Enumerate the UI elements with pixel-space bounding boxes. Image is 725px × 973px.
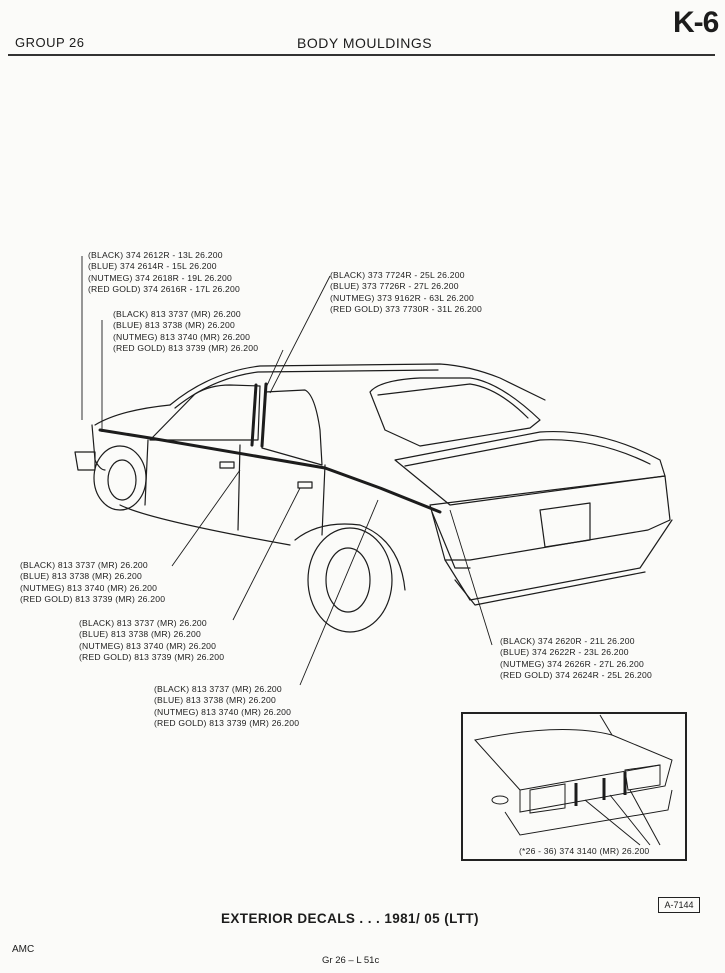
callout-line: (NUTMEG) 374 2626R - 27L 26.200	[500, 658, 644, 669]
inset-label: (*26 - 36) 374 3140 (MR) 26.200	[519, 846, 650, 856]
callout-line: (NUTMEG) 373 9162R - 63L 26.200	[330, 292, 474, 303]
rear-panel	[430, 476, 670, 560]
callout-line: (BLUE) 813 3738 (MR) 26.200	[20, 571, 142, 582]
trunk-lid	[395, 432, 665, 505]
body-stripe	[100, 430, 440, 512]
rocker-line	[120, 505, 290, 545]
callout-line: (BLACK) 374 2620R - 21L 26.200	[500, 636, 635, 646]
rear-wheel	[308, 528, 392, 632]
callout-line: (BLACK) 813 3737 (MR) 26.200	[20, 560, 148, 570]
callout-line: (BLACK) 813 3737 (MR) 26.200	[79, 618, 207, 628]
callout-line: (RED GOLD) 373 7730R - 31L 26.200	[330, 304, 482, 315]
callout-line: (BLUE) 374 2622R - 23L 26.200	[500, 647, 629, 658]
license-area	[540, 503, 590, 547]
callout-line: (BLUE) 373 7726R - 27L 26.200	[330, 281, 459, 292]
callout-rear-end	[500, 636, 652, 682]
callout-line: (RED GOLD) 813 3739 (MR) 26.200	[79, 652, 225, 663]
footer-brand: AMC	[12, 944, 35, 955]
callout-line: (RED GOLD) 374 2616R - 17L 26.200	[88, 284, 240, 295]
back-glass	[370, 378, 540, 446]
callout-line: (NUTMEG) 813 3740 (MR) 26.200	[113, 331, 251, 342]
callout-line: (NUTMEG) 813 3740 (MR) 26.200	[79, 640, 217, 651]
page-code: K-6	[673, 6, 719, 39]
callout-line: (NUTMEG) 813 3740 (MR) 26.200	[154, 706, 292, 717]
callout-line: (BLACK) 813 3737 (MR) 26.200	[113, 309, 241, 319]
callout-line: (NUTMEG) 374 2618R - 19L 26.200	[88, 272, 232, 283]
callout-quarter-panel	[154, 684, 299, 730]
callout-line: (RED GOLD) 813 3739 (MR) 26.200	[113, 343, 259, 354]
callout-line: (NUTMEG) 813 3740 (MR) 26.200	[20, 582, 158, 593]
footer-page-ref: Gr 26 – L 51c	[322, 955, 380, 966]
callout-pillar	[113, 309, 258, 355]
callout-line: (BLACK) 374 2612R - 13L 26.200	[88, 250, 223, 260]
front-window	[150, 385, 260, 440]
figure-caption: EXTERIOR DECALS . . . 1981/ 05 (LTT)	[221, 911, 479, 926]
callout-line: (BLUE) 813 3738 (MR) 26.200	[113, 320, 235, 331]
callout-line: (RED GOLD) 813 3739 (MR) 26.200	[154, 718, 300, 729]
front-bumper	[75, 452, 95, 470]
callout-front-door	[20, 560, 165, 606]
group-label: GROUP 26	[15, 35, 85, 50]
pillar-stripe-2	[262, 384, 266, 446]
callout-line: (BLUE) 813 3738 (MR) 26.200	[154, 695, 276, 706]
callout-line: (BLUE) 813 3738 (MR) 26.200	[79, 629, 201, 640]
callout-roof-quarter	[330, 270, 482, 316]
callout-front-fender	[88, 250, 240, 296]
roof-inner-line	[175, 370, 438, 408]
callout-line: (RED GOLD) 374 2624R - 25L 26.200	[500, 670, 652, 681]
callout-line: (BLACK) 373 7724R - 25L 26.200	[330, 270, 465, 280]
callout-rear-door	[79, 618, 224, 664]
callout-line: (RED GOLD) 813 3739 (MR) 26.200	[20, 594, 166, 605]
callout-line: (BLACK) 813 3737 (MR) 26.200	[154, 684, 282, 694]
callout-line: (BLUE) 374 2614R - 15L 26.200	[88, 261, 217, 272]
rear-window	[262, 390, 322, 465]
inset-box	[461, 712, 687, 861]
pillar-stripe-1	[252, 385, 256, 445]
figure-reference-badge: A-7144	[658, 897, 700, 913]
section-title: BODY MOULDINGS	[297, 35, 433, 51]
